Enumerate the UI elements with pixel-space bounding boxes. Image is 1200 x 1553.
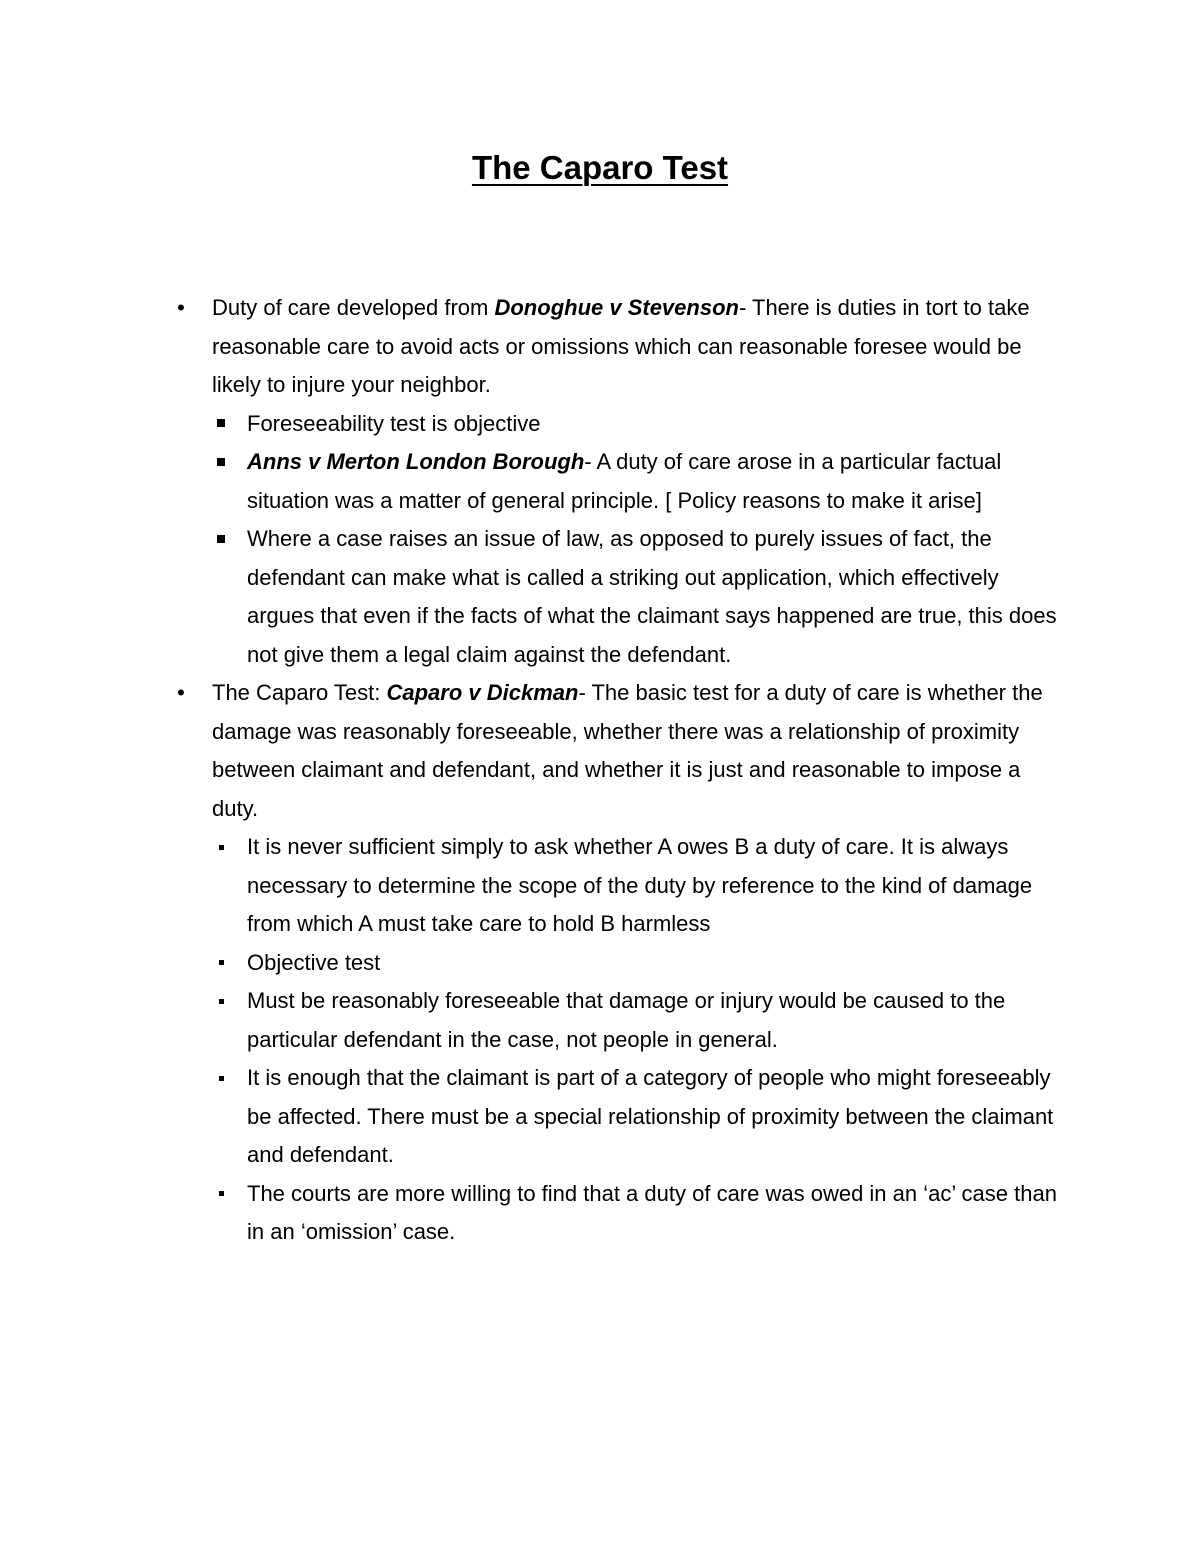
small-square-bullet-icon xyxy=(214,1059,228,1098)
case-name: Donoghue v Stevenson xyxy=(494,295,739,320)
bullet-item-donoghue: • Duty of care developed from Donoghue v Stevenson- There is duties in tort to take reasonable care to avoid acts or omissions which can reasonable foresee would be likely to injure your neighbor. xyxy=(212,289,1067,405)
sub-item-scope: It is never sufficient simply to ask whether A owes B a duty of care. It is always necessary to determine the scope of the duty by reference to the kind of damage from which A must take care to hold B harmless xyxy=(247,828,1067,944)
document-body xyxy=(0,289,1200,1252)
small-square-bullet-icon xyxy=(214,1175,228,1214)
square-bullet-icon xyxy=(214,520,228,559)
sub-item-foreseeability: Foreseeability test is objective xyxy=(247,405,1067,444)
round-bullet-icon: • xyxy=(177,680,185,705)
sub-item-proximity: It is enough that the claimant is part of a category of people who might foreseeably be affected. There must be a special relationship of proximity between the claimant and defendant. xyxy=(247,1059,1067,1175)
small-square-bullet-icon xyxy=(214,982,228,1021)
case-name: Caparo v Dickman xyxy=(386,680,579,705)
square-bullet-icon xyxy=(214,443,228,482)
page-title: The Caparo Test xyxy=(471,149,729,186)
sub-item-striking-out: Where a case raises an issue of law, as opposed to purely issues of fact, the defendant can make what is called a striking out application, which effectively argues that even if the facts of what the claimant says happened are true, this does not give them a legal claim against the defendant. xyxy=(247,520,1067,674)
sub-item-anns: Anns v Merton London Borough- A duty of care arose in a particular factual situation was a matter of general principle. [ Policy reasons to make it arise] xyxy=(247,443,1067,520)
sub-item-omission: The courts are more willing to find that a duty of care was owed in an ‘ac’ case than in an ‘omission’ case. xyxy=(247,1175,1067,1252)
bullet-item-caparo: • The Caparo Test: Caparo v Dickman- The basic test for a duty of care is whether the damage was reasonably foreseeable, whether there was a relationship of proximity between claimant and defendant, and whether it is just and reasonable to impose a duty. xyxy=(212,674,1067,828)
small-square-bullet-icon xyxy=(214,828,228,867)
sub-item-foreseeable: Must be reasonably foreseeable that damage or injury would be caused to the particular defendant in the case, not people in general. xyxy=(247,982,1067,1059)
round-bullet-icon: • xyxy=(177,295,185,320)
small-square-bullet-icon xyxy=(214,944,228,983)
square-bullet-icon xyxy=(214,405,228,444)
case-name: Anns v Merton London Borough xyxy=(247,449,585,474)
sub-item-objective: Objective test xyxy=(247,944,1067,983)
